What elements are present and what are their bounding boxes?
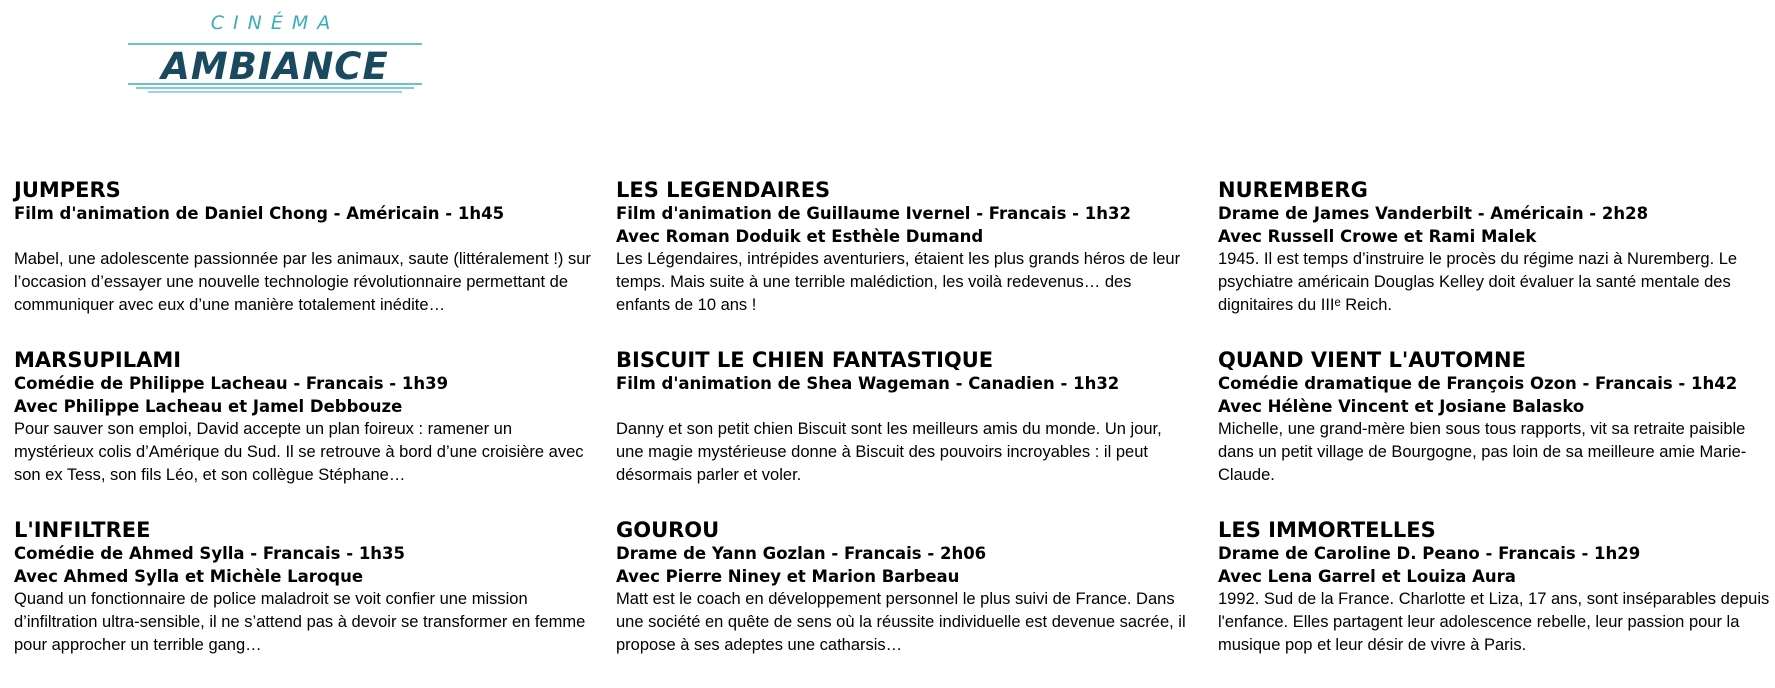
movie-entry (616, 348, 1186, 518)
movie-entry (616, 178, 1186, 348)
movie-genre-director: Film d'animation de Shea Wageman - Canadien - 1h32 (616, 374, 1120, 393)
movie-title: GOUROU (616, 518, 720, 542)
movie-column-2 (616, 178, 1186, 688)
movie-genre-director: Drame de James Vanderbilt - Américain - 2h28 (1218, 204, 1649, 223)
movie-column-1 (14, 178, 594, 688)
movie-entry (1218, 348, 1770, 518)
movie-synopsis: Danny et son petit chien Biscuit sont les meilleurs amis du monde. Un jour, une magie mystérieuse donne à Biscuit des pouvoirs incroyables : il peut désormais parler et voler. (616, 420, 1162, 484)
movie-genre-director: Film d'animation de Daniel Chong - Américain - 1h45 (14, 204, 505, 223)
movie-genre-director: Drame de Yann Gozlan - Francais - 2h06 (616, 544, 987, 563)
movie-title: JUMPERS (14, 178, 121, 202)
movie-cast: Avec Lena Garrel et Louiza Aura (1218, 567, 1516, 586)
movie-entry (1218, 518, 1770, 688)
movie-cast: Avec Pierre Niney et Marion Barbeau (616, 567, 960, 586)
movie-synopsis: 1992. Sud de la France. Charlotte et Liza, 17 ans, sont inséparables depuis l'enfance. Elles partagent leur adolescence rebelle, leur passion pour la musique pop et leur désir de vivre à Paris. (1218, 590, 1770, 654)
movie-synopsis: 1945. Il est temps d’instruire le procès du régime nazi à Nuremberg. Le psychiatre américain Douglas Kelley doit évaluer la santé mentale des dignitaires du IIIᵉ Reich. (1218, 250, 1738, 314)
logo-subtitle: CINÉMA (210, 12, 340, 34)
movie-title: MARSUPILAMI (14, 348, 182, 372)
movie-title: QUAND VIENT L'AUTOMNE (1218, 348, 1526, 372)
movie-title: LES LEGENDAIRES (616, 178, 831, 202)
movie-entry (616, 518, 1186, 688)
movie-synopsis: Michelle, une grand-mère bien sous tous rapports, vit sa retraite paisible dans un petit village de Bourgogne, pas loin de sa meilleure amie Marie-Claude. (1218, 420, 1747, 484)
movie-column-3 (1218, 178, 1770, 688)
movie-cast (616, 395, 1186, 418)
movie-synopsis: Mabel, une adolescente passionnée par les animaux, saute (littéralement !) sur l’occasion d’essayer une nouvelle technologie révolutionnaire permettant de communiquer avec eux d’une manière totalement inédite… (14, 250, 591, 314)
movie-synopsis: Quand un fonctionnaire de police maladroit se voit confier une mission d’infiltration ultra-sensible, il ne s’attend pas à devoir se transformer en femme pour approcher un terrible gang… (14, 590, 586, 654)
movie-title: BISCUIT LE CHIEN FANTASTIQUE (616, 348, 994, 372)
movie-cast: Avec Roman Doduik et Esthèle Dumand (616, 227, 984, 246)
movie-genre-director: Drame de Caroline D. Peano - Francais - 1h29 (1218, 544, 1641, 563)
movie-cast: Avec Philippe Lacheau et Jamel Debbouze (14, 397, 403, 416)
movie-genre-director: Comédie dramatique de François Ozon - Francais - 1h42 (1218, 374, 1738, 393)
movie-title: NUREMBERG (1218, 178, 1368, 202)
movie-cast: Avec Russell Crowe et Rami Malek (1218, 227, 1537, 246)
movie-cast: Avec Ahmed Sylla et Michèle Laroque (14, 567, 364, 586)
movie-entry (14, 348, 594, 518)
movie-genre-director: Comédie de Philippe Lacheau - Francais - 1h39 (14, 374, 449, 393)
movie-entry (14, 178, 594, 348)
movie-title: L'INFILTREE (14, 518, 151, 542)
movie-title: LES IMMORTELLES (1218, 518, 1436, 542)
cinema-logo (128, 10, 422, 100)
movie-genre-director: Film d'animation de Guillaume Ivernel - Francais - 1h32 (616, 204, 1131, 223)
movie-genre-director: Comédie de Ahmed Sylla - Francais - 1h35 (14, 544, 406, 563)
movie-synopsis: Pour sauver son emploi, David accepte un plan foireux : ramener un mystérieux colis d’Amérique du Sud. Il se retrouve à bord d’une croisière avec son ex Tess, son fils Léo, et son collègue Stéphane… (14, 420, 584, 484)
movie-entry (14, 518, 594, 688)
movie-cast (14, 225, 594, 248)
logo-title: AMBIANCE (161, 45, 389, 88)
movie-cast: Avec Hélène Vincent et Josiane Balasko (1218, 397, 1585, 416)
movie-synopsis: Matt est le coach en développement personnel le plus suivi de France. Dans une société en quête de sens où la réussite individuelle est devenue sacrée, il propose à ses adeptes une catharsis… (616, 590, 1186, 654)
movie-synopsis: Les Légendaires, intrépides aventuriers, étaient les plus grands héros de leur temps. Mais suite à une terrible malédiction, les voilà redevenus… des enfants de 10 ans ! (616, 250, 1181, 314)
movie-entry (1218, 178, 1770, 348)
